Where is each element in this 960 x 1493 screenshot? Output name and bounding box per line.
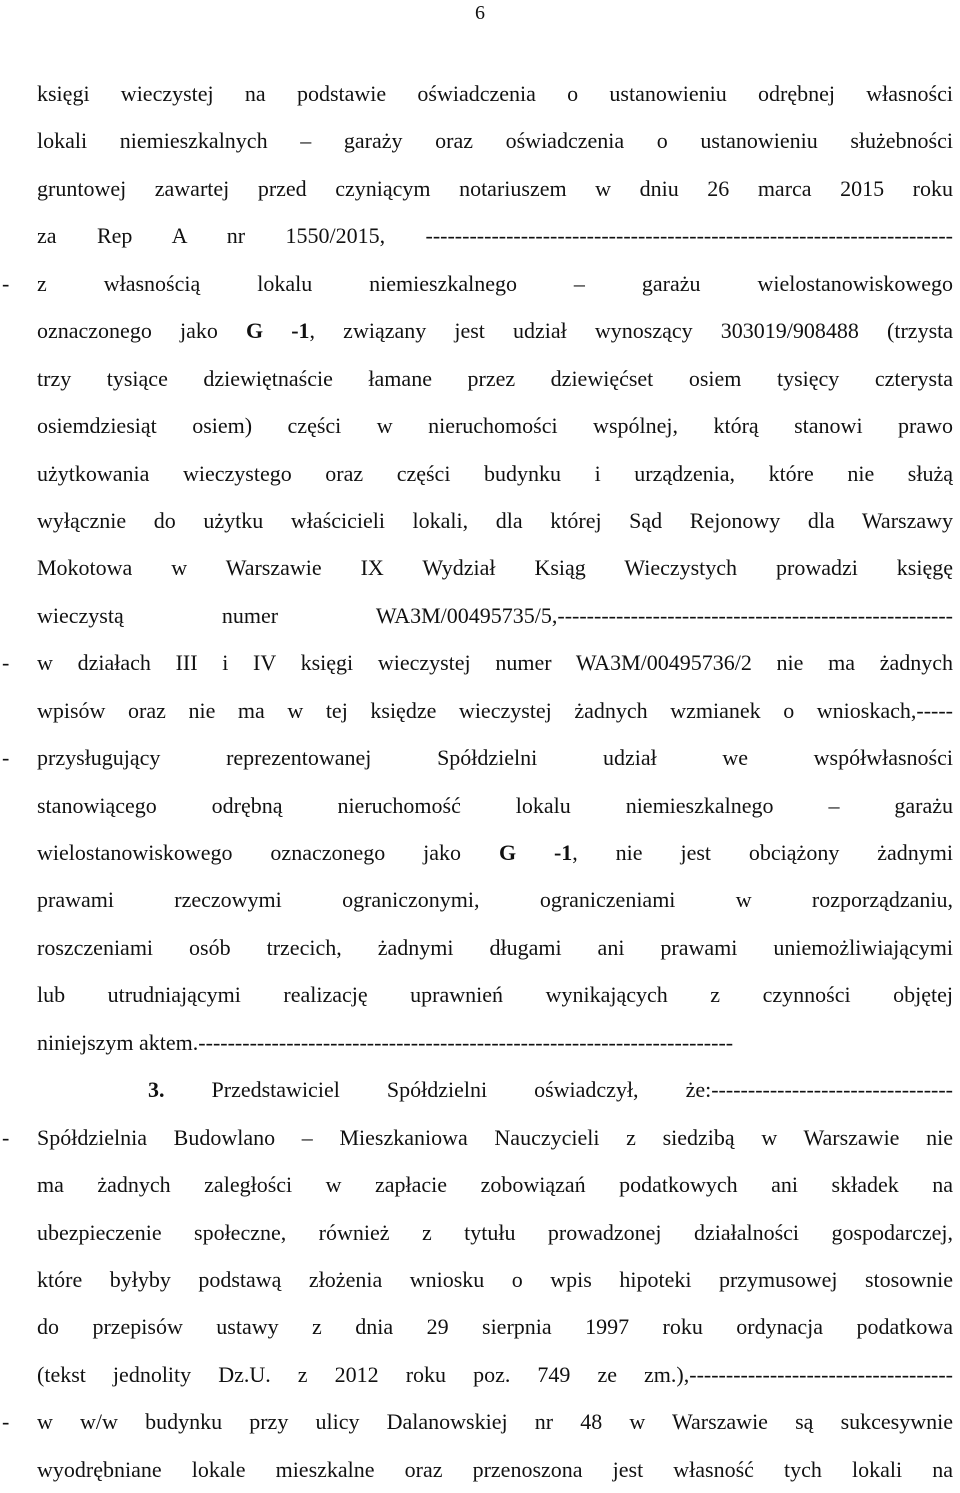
line-text <box>37 165 953 212</box>
text-line <box>0 544 960 591</box>
text-segment: Mokotowa w Warszawie IX Wydział Ksiąg Wieczystych prowadzi księgę <box>37 555 953 581</box>
text-segment: wieczystą numer WA3M/00495735/5,------------------------------------------------------ <box>37 602 953 628</box>
text-segment: wielostanowiskowego oznaczonego jako <box>37 840 499 865</box>
text-line <box>0 212 960 259</box>
text-line <box>0 971 960 1018</box>
text-segment: (tekst jednolity Dz.U. z 2012 roku poz. 749 ze zm.),------------------------------------ <box>37 1361 953 1387</box>
line-text <box>37 260 953 307</box>
text-line <box>0 1351 960 1398</box>
text-line <box>0 592 960 639</box>
text-segment: ma żadnych zaległości w zapłacie zobowiązań podatkowych ani składek na <box>37 1172 953 1198</box>
text-segment: w działach III i IV księgi wieczystej numer WA3M/00495736/2 nie ma żadnych <box>37 650 953 676</box>
bold-text: 3. <box>148 1077 165 1103</box>
line-text <box>37 1209 953 1256</box>
text-segment: z własnością lokalu niemieszkalnego – garażu wielostanowiskowego <box>37 270 953 296</box>
text-line <box>0 117 960 164</box>
list-dash-marker: - <box>2 745 10 771</box>
text-segment: , związany jest udział wynoszący 303019/908488 (trzysta <box>309 318 953 344</box>
line-text <box>37 971 953 1018</box>
text-line <box>0 1066 960 1113</box>
line-text <box>37 1446 953 1493</box>
text-line <box>0 450 960 497</box>
bold-text: G -1 <box>245 318 310 344</box>
text-line <box>0 1446 960 1493</box>
document-body <box>0 70 960 1493</box>
text-line <box>0 829 960 876</box>
text-line <box>0 639 960 686</box>
text-line <box>0 307 960 354</box>
text-line <box>0 497 960 544</box>
text-line <box>0 1209 960 1256</box>
text-line <box>0 1161 960 1208</box>
list-dash-marker: - <box>2 1409 10 1435</box>
text-segment: roszczeniami osób trzecich, żadnymi długami ani prawami uniemożliwiającymi <box>37 934 953 960</box>
text-line <box>0 355 960 402</box>
text-segment: lokali niemieszkalnych – garaży oraz oświadczenia o ustanowieniu służebności <box>37 128 953 154</box>
text-line <box>0 734 960 781</box>
line-text <box>37 212 953 259</box>
text-segment: niniejszym aktem.------------------------------------------------------------------------- <box>37 1029 734 1055</box>
bold-text: G -1 <box>498 840 573 865</box>
text-segment: przysługujący reprezentowanej Spółdzielni udział we współwłasności <box>37 745 953 771</box>
text-line <box>0 260 960 307</box>
list-dash-marker: - <box>2 650 10 676</box>
line-text <box>37 1161 953 1208</box>
text-line <box>0 924 960 971</box>
text-segment: gruntowej zawartej przed czyniącym notariuszem w dniu 26 marca 2015 roku <box>37 175 953 201</box>
line-text <box>37 1351 953 1398</box>
line-text <box>37 117 953 164</box>
text-line <box>0 1256 960 1303</box>
text-segment: wyodrębniane lokale mieszkalne oraz przenoszona jest własność tych lokali na <box>37 1456 953 1482</box>
line-text <box>37 592 953 639</box>
text-line <box>0 165 960 212</box>
line-text <box>37 687 953 734</box>
text-segment: oznaczonego jako <box>37 318 246 344</box>
list-dash-marker: - <box>2 270 10 296</box>
text-segment: Przedstawiciel Spółdzielni oświadczył, że:--------------------------------- <box>164 1077 953 1103</box>
line-text <box>37 497 953 544</box>
line-text <box>37 307 953 354</box>
line-text <box>37 70 953 117</box>
text-segment: w w/w budynku przy ulicy Dalanowskiej nr 48 w Warszawie są sukcesywnie <box>37 1409 953 1435</box>
text-segment: stanowiącego odrębną nieruchomość lokalu niemieszkalnego – garażu <box>37 792 953 818</box>
line-text <box>148 1066 953 1113</box>
text-segment: za Rep A nr 1550/2015, ------------------------------------------------------------------------ <box>37 223 953 249</box>
text-segment: do przepisów ustawy z dnia 29 sierpnia 1997 roku ordynacja podatkowa <box>37 1314 953 1340</box>
text-segment: ubezpieczenie społeczne, również z tytułu prowadzonej działalności gospodarczej, <box>37 1219 953 1245</box>
text-line <box>0 1019 960 1066</box>
text-line <box>0 1303 960 1350</box>
text-segment: lub utrudniającymi realizację uprawnień wynikających z czynności objętej <box>37 982 953 1008</box>
line-text <box>37 1019 953 1066</box>
text-segment: trzy tysiące dziewiętnaście łamane przez dziewięćset osiem tysięcy czterysta <box>37 365 953 391</box>
page-number: 6 <box>475 2 485 24</box>
text-segment: , nie jest obciążony żadnymi <box>572 840 953 865</box>
text-segment: wpisów oraz nie ma w tej księdze wieczystej żadnych wzmianek o wnioskach,----- <box>37 697 953 723</box>
text-line <box>0 876 960 923</box>
text-segment: księgi wieczystej na podstawie oświadczenia o ustanowieniu odrębnej własności <box>37 81 953 106</box>
line-text <box>37 924 953 971</box>
line-text <box>37 1114 953 1161</box>
list-dash-marker: - <box>2 1124 10 1150</box>
line-text <box>37 355 953 402</box>
text-segment: które byłyby podstawą złożenia wniosku o wpis hipoteki przymusowej stosownie <box>37 1266 953 1292</box>
text-line <box>0 402 960 449</box>
text-line <box>0 687 960 734</box>
line-text <box>37 876 953 923</box>
text-segment: prawami rzeczowymi ograniczonymi, ograniczeniami w rozporządzaniu, <box>37 887 953 913</box>
line-text <box>37 782 953 829</box>
line-text <box>37 1398 953 1445</box>
text-line <box>0 1114 960 1161</box>
text-segment: wyłącznie do użytku właścicieli lokali, dla której Sąd Rejonowy dla Warszawy <box>37 507 953 533</box>
line-text <box>37 1303 953 1350</box>
line-text <box>37 450 953 497</box>
line-text <box>37 639 953 686</box>
line-text <box>37 829 953 876</box>
text-line <box>0 1398 960 1445</box>
text-segment: użytkowania wieczystego oraz części budynku i urządzenia, które nie służą <box>37 460 953 486</box>
text-segment: Spółdzielnia Budowlano – Mieszkaniowa Nauczycieli z siedzibą w Warszawie nie <box>37 1124 953 1150</box>
text-line <box>0 70 960 117</box>
text-line <box>0 782 960 829</box>
line-text <box>37 1256 953 1303</box>
line-text <box>37 544 953 591</box>
line-text <box>37 402 953 449</box>
text-segment: osiemdziesiąt osiem) części w nieruchomości wspólnej, którą stanowi prawo <box>37 413 953 439</box>
line-text <box>37 734 953 781</box>
